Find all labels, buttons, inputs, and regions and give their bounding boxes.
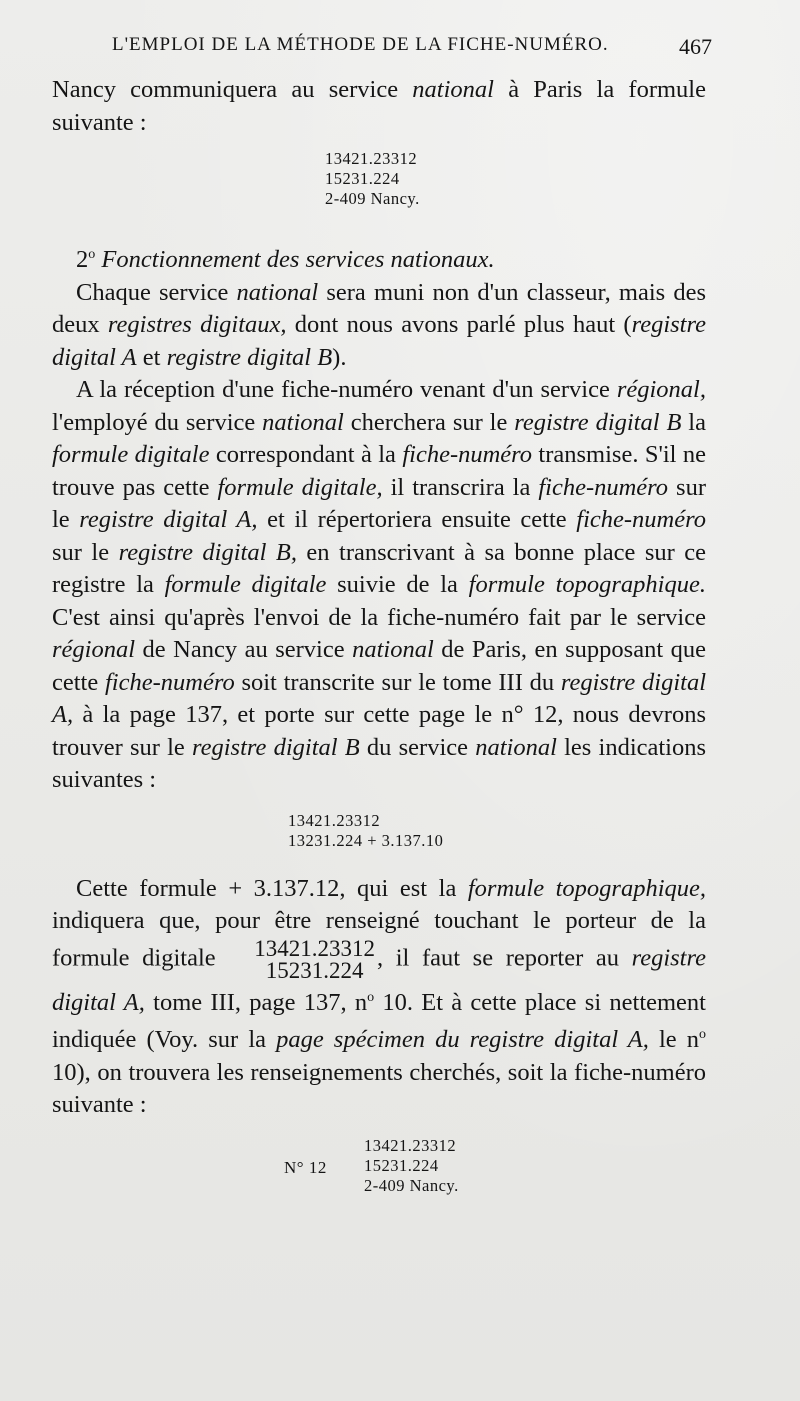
- running-title: L'EMPLOI DE LA MÉTHODE DE LA FICHE-NUMÉRO.: [112, 34, 609, 55]
- heading-number: 2: [76, 246, 89, 274]
- italic-run: registre digital A,: [52, 668, 707, 729]
- page-number: 467: [679, 34, 712, 59]
- text-run: , il faut se reporter au: [377, 944, 632, 972]
- text-run: A la réception d'une fiche-numéro venant d'un service: [76, 376, 617, 404]
- italic-run: national: [352, 636, 434, 664]
- text-run: cherchera sur le: [343, 408, 515, 436]
- heading-ordinal: o: [88, 247, 96, 262]
- italic-run: fiche-numéro: [576, 506, 706, 534]
- text-run: à Paris la formule suivante :: [52, 76, 706, 136]
- text-run: sur le: [52, 538, 119, 566]
- italic-run: page spécimen du registre digital A,: [276, 1026, 649, 1054]
- text-run: suivie de la: [326, 571, 469, 599]
- italic-run: national: [262, 408, 344, 436]
- italic-run: fiche-numéro: [105, 668, 235, 696]
- italic-run: formule digitale: [52, 441, 210, 469]
- formula-line: 13421.23312: [325, 149, 418, 168]
- italic-run: registre digital A: [52, 311, 706, 371]
- formula-line: 2-409 Nancy.: [364, 1175, 459, 1195]
- text-run: de Nancy au service: [135, 636, 353, 664]
- fraction-denominator: 15231.224: [265, 957, 364, 983]
- text-run: le n: [648, 1026, 699, 1054]
- text-run: correspondant à la: [209, 441, 403, 469]
- formula-block-1: [325, 149, 706, 209]
- heading-title: Fonctionnement des services nationaux.: [95, 246, 495, 274]
- text-run: ).: [332, 343, 347, 371]
- formula-line: 13231.224 + 3.137.10: [288, 830, 444, 850]
- card-number-label: N° 12: [284, 1157, 327, 1177]
- formula-line: 13421.23312: [364, 1135, 457, 1155]
- text-run: dont nous avons parlé plus haut (: [286, 311, 632, 339]
- formula-block-2: [288, 811, 706, 851]
- formula-line: 2-409 Nancy.: [325, 189, 420, 208]
- text-run: 10), on trouvera les renseignements cherchés, soit la fiche-numéro suivante :: [52, 1058, 706, 1119]
- text-run: C'est ainsi qu'après l'envoi de la fiche-numéro fait par le service: [52, 603, 706, 631]
- text-run: soit transcrite sur le tome III du: [234, 668, 561, 696]
- italic-run: formule digitale,: [217, 473, 383, 501]
- formula-line: 15231.224: [325, 169, 400, 188]
- italic-run: formule topographique,: [467, 874, 706, 902]
- paragraph-1: [52, 277, 706, 375]
- text-run: de Paris, en supposant que cette: [52, 636, 706, 696]
- formula-line: 13421.23312: [288, 810, 381, 830]
- formula-line: 15231.224: [364, 1155, 439, 1175]
- italic-run: fiche-numéro: [538, 473, 669, 501]
- ordinal-sup: o: [699, 1027, 706, 1043]
- text-run: du service: [359, 733, 476, 761]
- italic-run: formule digitale: [164, 571, 327, 599]
- text-run: à la page 137, et porte sur cette page le n° 12, nous devrons trouver sur le: [52, 701, 706, 761]
- text-run: et il répertoriera ensuite cette: [257, 506, 577, 534]
- italic-run: registre digital B: [166, 343, 333, 371]
- italic-run: registre digital B,: [118, 538, 297, 566]
- text-run: tome III, page 137, n: [144, 988, 368, 1016]
- italic-run: registres digitaux,: [107, 311, 287, 339]
- italic-run: registre digital B: [191, 733, 360, 761]
- page-body: [52, 74, 706, 1204]
- text-run: l'employé du service: [52, 408, 263, 436]
- text-run: en transcrivant à sa bonne place sur ce registre la: [52, 538, 706, 599]
- ordinal-sup: o: [367, 989, 375, 1005]
- italic-run: fiche-numéro: [402, 441, 533, 469]
- paragraph-3: [52, 873, 706, 1122]
- text-run: il transcrira la: [382, 473, 539, 501]
- formula-lines: [364, 1136, 459, 1196]
- italic-run: régional,: [616, 376, 706, 404]
- paragraph-2: [52, 374, 706, 797]
- italic-run: registre digital B: [514, 408, 682, 436]
- text-run: Cette formule + 3.137.12, qui est la: [76, 874, 468, 902]
- text-run: et: [136, 343, 167, 371]
- text-run: 10. Et à cette place si nettement indiquée (Voy. sur la: [52, 988, 706, 1054]
- text-run: sur le: [52, 473, 706, 534]
- text-run: la: [681, 408, 706, 436]
- text-run: transmise. S'il ne trouve pas cette: [52, 441, 706, 501]
- italic-run: formule topographique.: [468, 571, 706, 599]
- italic-run: national: [475, 733, 557, 761]
- italic-run: national: [412, 76, 494, 103]
- italic-run: registre digital A,: [79, 506, 258, 534]
- italic-run: régional: [52, 636, 136, 664]
- formula-block-3: [52, 1136, 706, 1204]
- digital-formula-fraction: [230, 935, 376, 983]
- text-run: sera muni non d'un classeur, mais des deux: [52, 278, 706, 339]
- italic-run: national: [236, 278, 319, 306]
- text-run: les indications suivantes :: [52, 733, 707, 794]
- italic-run: registre digital A,: [52, 944, 706, 1016]
- section-heading: [52, 239, 706, 277]
- text-run: Nancy communiquera au service: [52, 76, 413, 103]
- text-run: indiquera que, pour être renseigné touchant le porteur de la formule digitale: [52, 907, 706, 972]
- running-header: [112, 34, 712, 60]
- paragraph-intro: [52, 74, 706, 139]
- text-run: Chaque service: [76, 278, 237, 306]
- fraction-numerator: 13421.23312: [254, 935, 376, 961]
